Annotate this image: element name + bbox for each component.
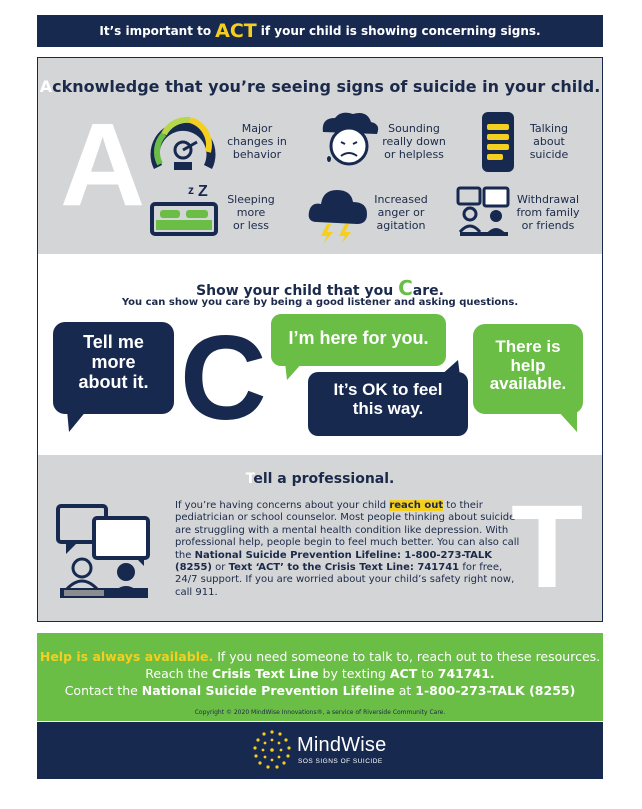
footer-brand: MindWise xyxy=(297,734,387,756)
bubble-here-for-you: I’m here for you. xyxy=(288,328,429,348)
banner-act: ACT xyxy=(215,20,257,42)
bubble-ok-to-feel: It’s OK to feel this way. xyxy=(333,380,443,418)
big-letter-t: T xyxy=(511,481,584,613)
top-banner xyxy=(37,15,603,47)
section-c-title: Show your child that you Care. xyxy=(196,276,444,300)
sign-label-sleep: Sleeping more or less xyxy=(227,193,275,232)
big-letter-a: A xyxy=(60,99,146,231)
section-c-subtitle: You can show you care by being a good listener and asking questions. xyxy=(121,297,519,308)
help-text: Help is always available. If you need someone to talk to, reach out to these resources. Reach the Crisis Text Line by texting ACT to 741741. Contact the National Suicide Prevention Lifeline at 1-800-273-TALK (8255) xyxy=(39,649,601,698)
svg-text:Z: Z xyxy=(198,184,208,200)
content-frame xyxy=(37,57,603,622)
sign-label-anger: Increased anger or agitation xyxy=(374,193,428,232)
bubble-tell-me: Tell me more about it. xyxy=(78,332,149,392)
sign-label-behavior: Major changes in behavior xyxy=(227,122,287,161)
sign-label-down: Sounding really down or helpless xyxy=(382,122,446,161)
mindwise-logo-icon xyxy=(250,728,294,772)
sign-label-withdrawal: Withdrawal from family or friends xyxy=(516,193,580,232)
section-t-body: If you’re having concerns about your child reach out to their pediatrician or school counselor. Most people thinking about suicide are struggling with a mental health condition like depression. With professional help, people begin to feel much better. You can also call the National Suicide Prevention Lifeline: 1-800-273-TALK (8255) or Text ‘ACT’ to the Crisis Text Line: 741741 for free, 24/7 support. If you are worried about your child’s safety right now, call 911. xyxy=(175,500,520,598)
sign-label-suicide: Talking about suicide xyxy=(529,122,569,161)
banner-prefix: It’s important to xyxy=(99,24,212,38)
section-t-title: Tell a professional. xyxy=(245,471,395,487)
svg-text:z: z xyxy=(188,184,194,197)
bubble-help-available: There is help available. xyxy=(489,337,567,394)
big-letter-c: C xyxy=(180,311,267,445)
copyright: Copyright © 2020 MindWise Innovations®, a service of Riverside Community Care. xyxy=(194,709,446,716)
footer-sub: SOS SIGNS OF SUICIDE xyxy=(298,758,383,765)
reach-out-highlight: reach out xyxy=(389,500,444,511)
section-a-title: Acknowledge that you’re seeing signs of suicide in your child. xyxy=(39,77,601,96)
banner-suffix: if your child is showing concerning signs. xyxy=(260,24,541,38)
